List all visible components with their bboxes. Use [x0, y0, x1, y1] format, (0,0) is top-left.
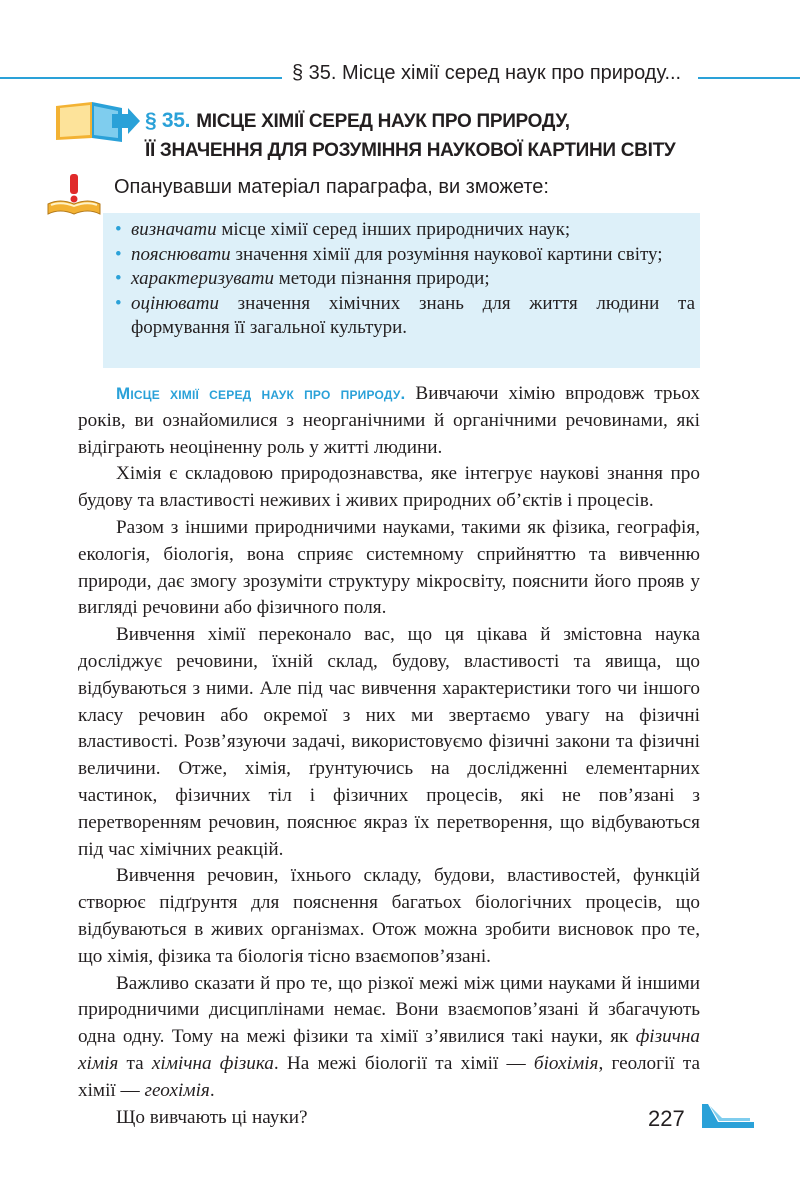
term-physical-chemistry: фізична хімія	[78, 1026, 700, 1074]
list-item	[115, 267, 695, 292]
p6-text-e: .	[209, 1079, 215, 1101]
objective-verb: характеризувати	[131, 268, 275, 290]
section-number: § 35.	[145, 109, 191, 132]
objective-verb: визначати	[131, 219, 217, 240]
paragraph-4: Вивчення хімії переконало вас, що ця цікава й змістовна наука досліджує речовини, їхній склад, будову, властивості та явища, що відбуваються з ними. Але під час вивчення характеристики того чи іншого класу речовин або окремої з них ми звертаємо увагу на фізичні властивості. Розв’язуючи задачі, використовуємо фізичні закони та фізичні величини. Отже, хімія, ґрунтуючись на дослідженні елементарних частинок, фізичних тіл і фізичних процесів, які не пов’язані з перетворенням речовин, пояснює якраз їх перетворення, що відбуваються під час хімічних реакцій.	[78, 624, 700, 860]
objective-verb: пояснювати	[131, 243, 231, 265]
term-biochemistry: біохімія	[533, 1052, 599, 1074]
section-title-line1: МІСЦЕ ХІМІЇ СЕРЕД НАУК ПРО ПРИРОДУ,	[196, 111, 570, 132]
objectives-intro: Опанувавши матеріал параграфа, ви зможете:	[114, 176, 549, 198]
exclamation-book-icon	[46, 172, 102, 218]
objective-text: методи пізнання природи;	[274, 268, 490, 290]
paragraph-2: Хімія є складовою природознавства, яке інтегрує наукові знання про будову та властивості неживих і живих природних об’єктів і процесів.	[78, 463, 700, 512]
paragraph-3: Разом з іншими природничими науками, такими як фізика, географія, екологія, біологія, вона сприяє системному сприйняттю та вивченню природи, дає змогу зрозуміти структуру мікросвіту, пояснити його прояв у вигляді речовини або фізичного поля.	[78, 516, 700, 619]
p6-text-b: та	[118, 1052, 152, 1074]
objectives-list	[115, 218, 695, 341]
paragraph-6	[78, 971, 700, 1105]
objective-verb: оцінювати	[131, 292, 219, 314]
objective-text: значення хімії для розуміння наукової картини світу;	[230, 243, 663, 265]
term-chemical-physics: хімічна фізика	[151, 1052, 274, 1074]
open-book-icon	[52, 98, 142, 144]
p6-text-c: . На межі біології та хімії —	[273, 1052, 534, 1074]
body-text	[78, 381, 700, 1131]
page-number: 227	[648, 1106, 685, 1131]
paragraph-1	[78, 381, 700, 461]
header-rule-right	[698, 77, 800, 79]
objective-text: значення хімічних знань для життя людини та формування її загальної культури.	[131, 292, 695, 339]
objective-text: місце хімії серед інших природничих наук;	[216, 219, 571, 240]
paragraph-7: Що вивчають ці науки?	[116, 1106, 308, 1128]
list-item	[115, 218, 695, 243]
p6-text-a: Важливо сказати й про те, що різкої межі між цими науками й іншими природничими дисциплінами немає. Вони взаємопов’язані й збагачують одна одну. Тому на межі фізики та хімії з’явилися такі науки, як	[78, 972, 700, 1048]
list-item	[115, 292, 695, 341]
p6-text-d: , геології та хімії —	[78, 1052, 700, 1101]
page-corner-decoration-icon	[700, 1100, 756, 1130]
running-header-text: § 35. Місце хімії серед наук про природу...	[292, 62, 682, 84]
section-title	[145, 106, 765, 165]
list-item	[115, 243, 695, 268]
paragraph-5: Вивчення речовин, їхнього складу, будови, властивостей, функцій створює підґрунтя для пояснення багатьох біологічних процесів, що відбуваються в живих організмах. Отож можна зробити висновок про те, що хімія, фізика та біологія тісно взаємопов’язані.	[78, 865, 700, 967]
running-header	[0, 62, 800, 90]
header-rule-left	[0, 77, 282, 79]
subsection-title: Місце хімії серед наук про природу.	[116, 384, 406, 403]
term-geochemistry: геохімія	[144, 1079, 210, 1101]
section-title-line2: ЇЇ ЗНАЧЕННЯ ДЛЯ РОЗУМІННЯ НАУКОВОЇ КАРТИНИ СВІТУ	[145, 140, 676, 161]
paragraph-1-text: Вивчаючи хімію впродовж трьох років, ви ознайомилися з неорганічними й органічними речовинами, які відіграють неоціненну роль у житті людини.	[78, 383, 700, 458]
